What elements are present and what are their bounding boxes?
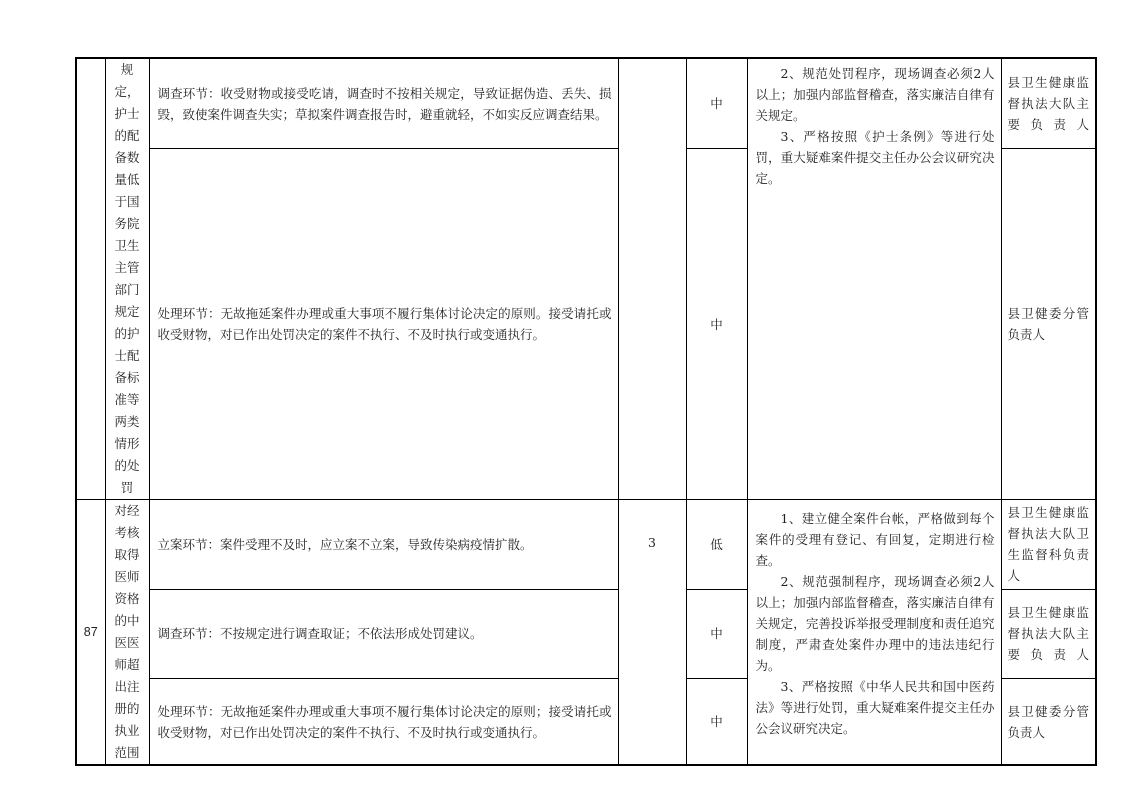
measure-item: 3、严格按照《护士条例》等进行处罚，重大疑难案件提交主任办公会议研究决定。 [755,129,995,186]
responsible-person: 县卫健委分管负责人 [1001,679,1096,765]
count-value: 3 [648,535,656,550]
measure-item: 2、规范强制程序，现场调查必须2人以上；加强内部监督稽查，落实廉洁自律有关规定，完善投诉举报受理制度和责任追究制度，严肃查处案件办理中的违法违纪行为。 [755,574,995,673]
risk-level: 中 [686,149,747,500]
seq-cell [76,58,105,500]
risk-level: 低 [686,500,747,590]
risk-level: 中 [686,58,747,149]
seq-cell: 87 [76,500,105,766]
step-description: 调查环节：不按规定进行调查取证；不依法形成处罚建议。 [149,589,618,679]
responsible-person: 县卫生健康监督执法大队卫生监督科负责人 [1001,500,1096,590]
item-name-cell: 对经考核取得医师资格的中医医师超出注册的执业范围 [105,500,149,766]
table-row [76,500,1096,590]
control-measures [747,58,1001,500]
responsible-person: 县卫健委分管负责人 [1001,149,1096,500]
measure-item: 3、严格按照《中华人民共和国中医药法》等进行处罚，重大疑难案件提交主任办公会议研究决定。 [755,679,995,736]
control-measures [747,500,1001,766]
risk-control-table [75,57,1097,766]
measure-item: 2、规范处罚程序，现场调查必须2人以上；加强内部监督稽查，落实廉洁自律有关规定。 [755,66,995,123]
risk-level: 中 [686,679,747,765]
item-name-cell: 规定，护士的配备数量低于国务院卫生主管部门规定的护士配备标准等两类情形的处罚 [105,58,149,500]
step-description: 处理环节：无故拖延案件办理或重大事项不履行集体讨论决定的原则；接受请托或收受财物，对已作出处罚决定的案件不执行、不及时执行或变通执行。 [149,679,618,765]
responsible-person: 县卫生健康监督执法大队主要负责人 [1001,58,1096,149]
responsible-person: 县卫生健康监督执法大队主要负责人 [1001,589,1096,679]
count-cell [618,58,686,500]
risk-level: 中 [686,589,747,679]
count-cell [618,500,686,766]
table-row [76,58,1096,149]
step-description: 处理环节：无故拖延案件办理或重大事项不履行集体讨论决定的原则。接受请托或收受财物，对已作出处罚决定的案件不执行、不及时执行或变通执行。 [149,149,618,500]
step-description: 立案环节：案件受理不及时，应立案不立案，导致传染病疫情扩散。 [149,500,618,590]
step-description: 调查环节：收受财物或接受吃请，调查时不按相关规定，导致证据伪造、丢失、损毁，致使案件调查失实；草拟案件调查报告时，避重就轻，不如实反应调查结果。 [149,58,618,149]
measure-item: 1、建立健全案件台帐，严格做到每个案件的受理有登记、有回复，定期进行检查。 [755,511,995,568]
